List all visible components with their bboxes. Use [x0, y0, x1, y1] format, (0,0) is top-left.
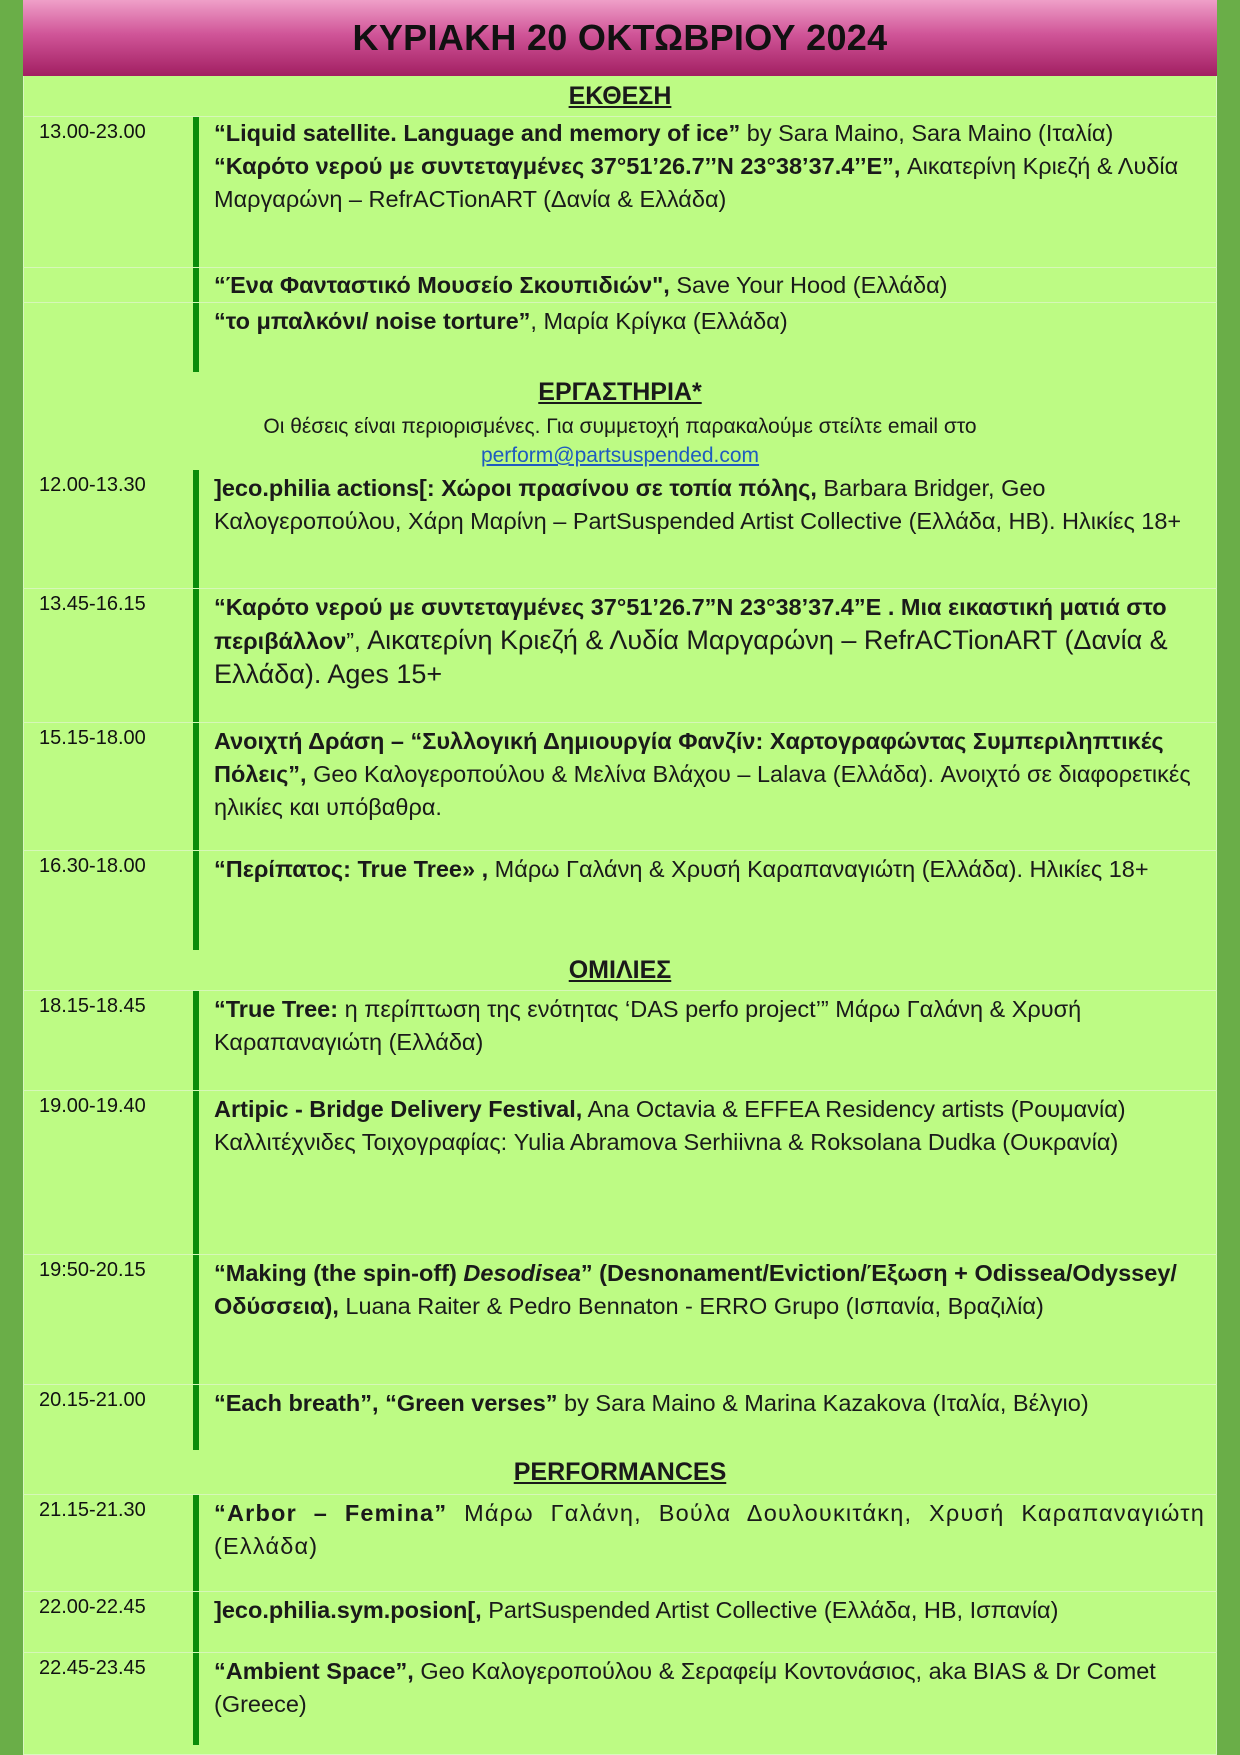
- list-item: [23, 1592, 1217, 1653]
- list-item: [23, 303, 1217, 371]
- section-title-exhibition: ΕΚΘΕΣΗ: [23, 76, 1217, 117]
- entry-text: “Καρότο νερού με συντεταγμένες 37°51’26.7”N 23°38’37.4”E . Μια εικαστική ματιά στο περιβάλλον”, Αικατερίνη Κριεζή & Λυδία Μαργαρώνη – RefrACTionART (Δανία & Ελλάδα). Ages 15+: [214, 594, 1168, 689]
- section-title-talks: ΟΜΙΛΙΕΣ: [23, 950, 1217, 991]
- time-slot: 13.45-16.15: [39, 593, 146, 615]
- list-item: [23, 470, 1217, 589]
- email-link[interactable]: perform@partsuspended.com: [480, 444, 760, 467]
- entry-text: “Καρότο νερού με συντεταγμένες 37°51’26.7’’N 23°38’37.4’’E”, Αικατερίνη Κριεζή & Λυδία Μαργαρώνη – RefrACTionART (Δανία & Ελλάδα): [214, 153, 1179, 212]
- time-slot: 20.15-21.00: [39, 1389, 146, 1411]
- time-slot: 22.00-22.45: [39, 1596, 146, 1618]
- list-item: [23, 1495, 1217, 1592]
- time-slot: 13.00-23.00: [39, 121, 146, 143]
- entry-text: “Περίπατος: True Tree» , Μάρω Γαλάνη & Χρυσή Καραπαναγιώτη (Ελλάδα). Ηλικίες 18+: [214, 856, 1149, 882]
- time-slot: 22.45-23.45: [39, 1657, 146, 1679]
- entry-text: “True Tree: η περίπτωση της ενότητας ‘DAS perfo project’” Μάρω Γαλάνη & Χρυσή Καραπαναγιώτη (Ελλάδα): [214, 996, 1082, 1055]
- list-item: [23, 268, 1217, 303]
- entry-text: Ανοιχτή Δράση – “Συλλογική Δημιουργία Φανζίν: Χαρτογραφώντας Συμπεριληπτικές Πόλεις”, Geo Καλογεροπούλου & Μελίνα Βλάχου – Lalava (Ελλάδα). Ανοιχτό σε διαφορετικές ηλικίες και υπόβαθρα.: [214, 728, 1191, 820]
- list-item: [23, 851, 1217, 951]
- list-item: [23, 117, 1217, 268]
- time-slot: 16.30-18.00: [39, 855, 146, 877]
- page-title: ΚΥΡΙΑΚΗ 20 ΟΚΤΩΒΡΙΟΥ 2024: [352, 17, 888, 58]
- entry-text: “Liquid satellite. Language and memory of ice” by Sara Maino, Sara Maino (Ιταλία): [214, 120, 1114, 146]
- section-title-performances: PERFORMANCES: [23, 1450, 1217, 1495]
- entry-text: “Arbor – Femina” Μάρω Γαλάνη, Βούλα Δουλουκιτάκη, Χρυσή Καραπαναγιώτη (Ελλάδα): [214, 1500, 1205, 1559]
- list-item: [23, 723, 1217, 851]
- list-item: [23, 1091, 1217, 1255]
- time-slot: 15.15-18.00: [39, 727, 146, 749]
- section-title-workshops: ΕΡΓΑΣΤΗΡΙΑ*: [538, 378, 702, 406]
- time-slot: 19.00-19.40: [39, 1095, 146, 1117]
- talks-block: [23, 991, 1217, 1450]
- time-slot: 12.00-13.30: [39, 474, 146, 496]
- list-item: [23, 589, 1217, 723]
- list-item: [23, 991, 1217, 1091]
- entry-text: “Each breath”, “Green verses” by Sara Maino & Marina Kazakova (Ιταλία, Βέλγιο): [214, 1390, 1089, 1416]
- performances-block: [23, 1495, 1217, 1745]
- entry-text: “το μπαλκόνι/ noise torture”, Μαρία Κρίγκα (Ελλάδα): [214, 308, 788, 334]
- list-item: [23, 1653, 1217, 1745]
- workshops-note: [23, 412, 1217, 470]
- time-slot: 18.15-18.45: [39, 995, 146, 1017]
- list-item: [23, 1255, 1217, 1385]
- header-banner: [23, 0, 1217, 76]
- list-item: [23, 1385, 1217, 1453]
- entry-text: Artipic - Bridge Delivery Festival, Ana Octavia & EFFEA Residency artists (Ρουμανία): [214, 1096, 1126, 1122]
- note-text: Οι θέσεις είναι περιορισμένες. Για συμμετοχή παρακαλούμε στείλτε email στο: [263, 415, 977, 438]
- entry-text: “Making (the spin-off) Desodisea” (Desnonament/Eviction/Έξωση + Odissea/Odyssey/Οδύσσεια), Luana Raiter & Pedro Bennaton - ERRO Grupo (Ισπανία, Βραζιλία): [214, 1260, 1177, 1319]
- program-sheet: [23, 0, 1217, 1755]
- entry-text: ]eco.philia.sym.posion[, PartSuspended Artist Collective (Ελλάδα, ΗΒ, Ισπανία): [214, 1597, 1059, 1623]
- exhibition-block: [23, 117, 1217, 372]
- entry-text: “Ambient Space”, Geo Καλογεροπούλου & Σεραφείμ Κοντονάσιος, aka BIAS & Dr Comet (Greece): [214, 1658, 1156, 1717]
- workshops-block: [23, 470, 1217, 950]
- entry-text: Καλλιτέχνιδες Τοιχογραφίας: Yulia Abramova Serhiivna & Roksolana Dudka (Ουκρανία): [214, 1129, 1119, 1155]
- entry-text: ]eco.philia actions[: Χώροι πρασίνου σε τοπία πόλης, Barbara Bridger, Geo Καλογεροπούλου, Χάρη Μαρίνη – PartSuspended Artist Collective (Ελλάδα, ΗΒ). Ηλικίες 18+: [214, 475, 1182, 534]
- entry-text: “Ένα Φανταστικό Μουσείο Σκουπιδιών", Save Your Hood (Ελλάδα): [214, 272, 948, 298]
- time-slot: 21.15-21.30: [39, 1499, 146, 1521]
- time-slot: 19:50-20.15: [39, 1259, 146, 1281]
